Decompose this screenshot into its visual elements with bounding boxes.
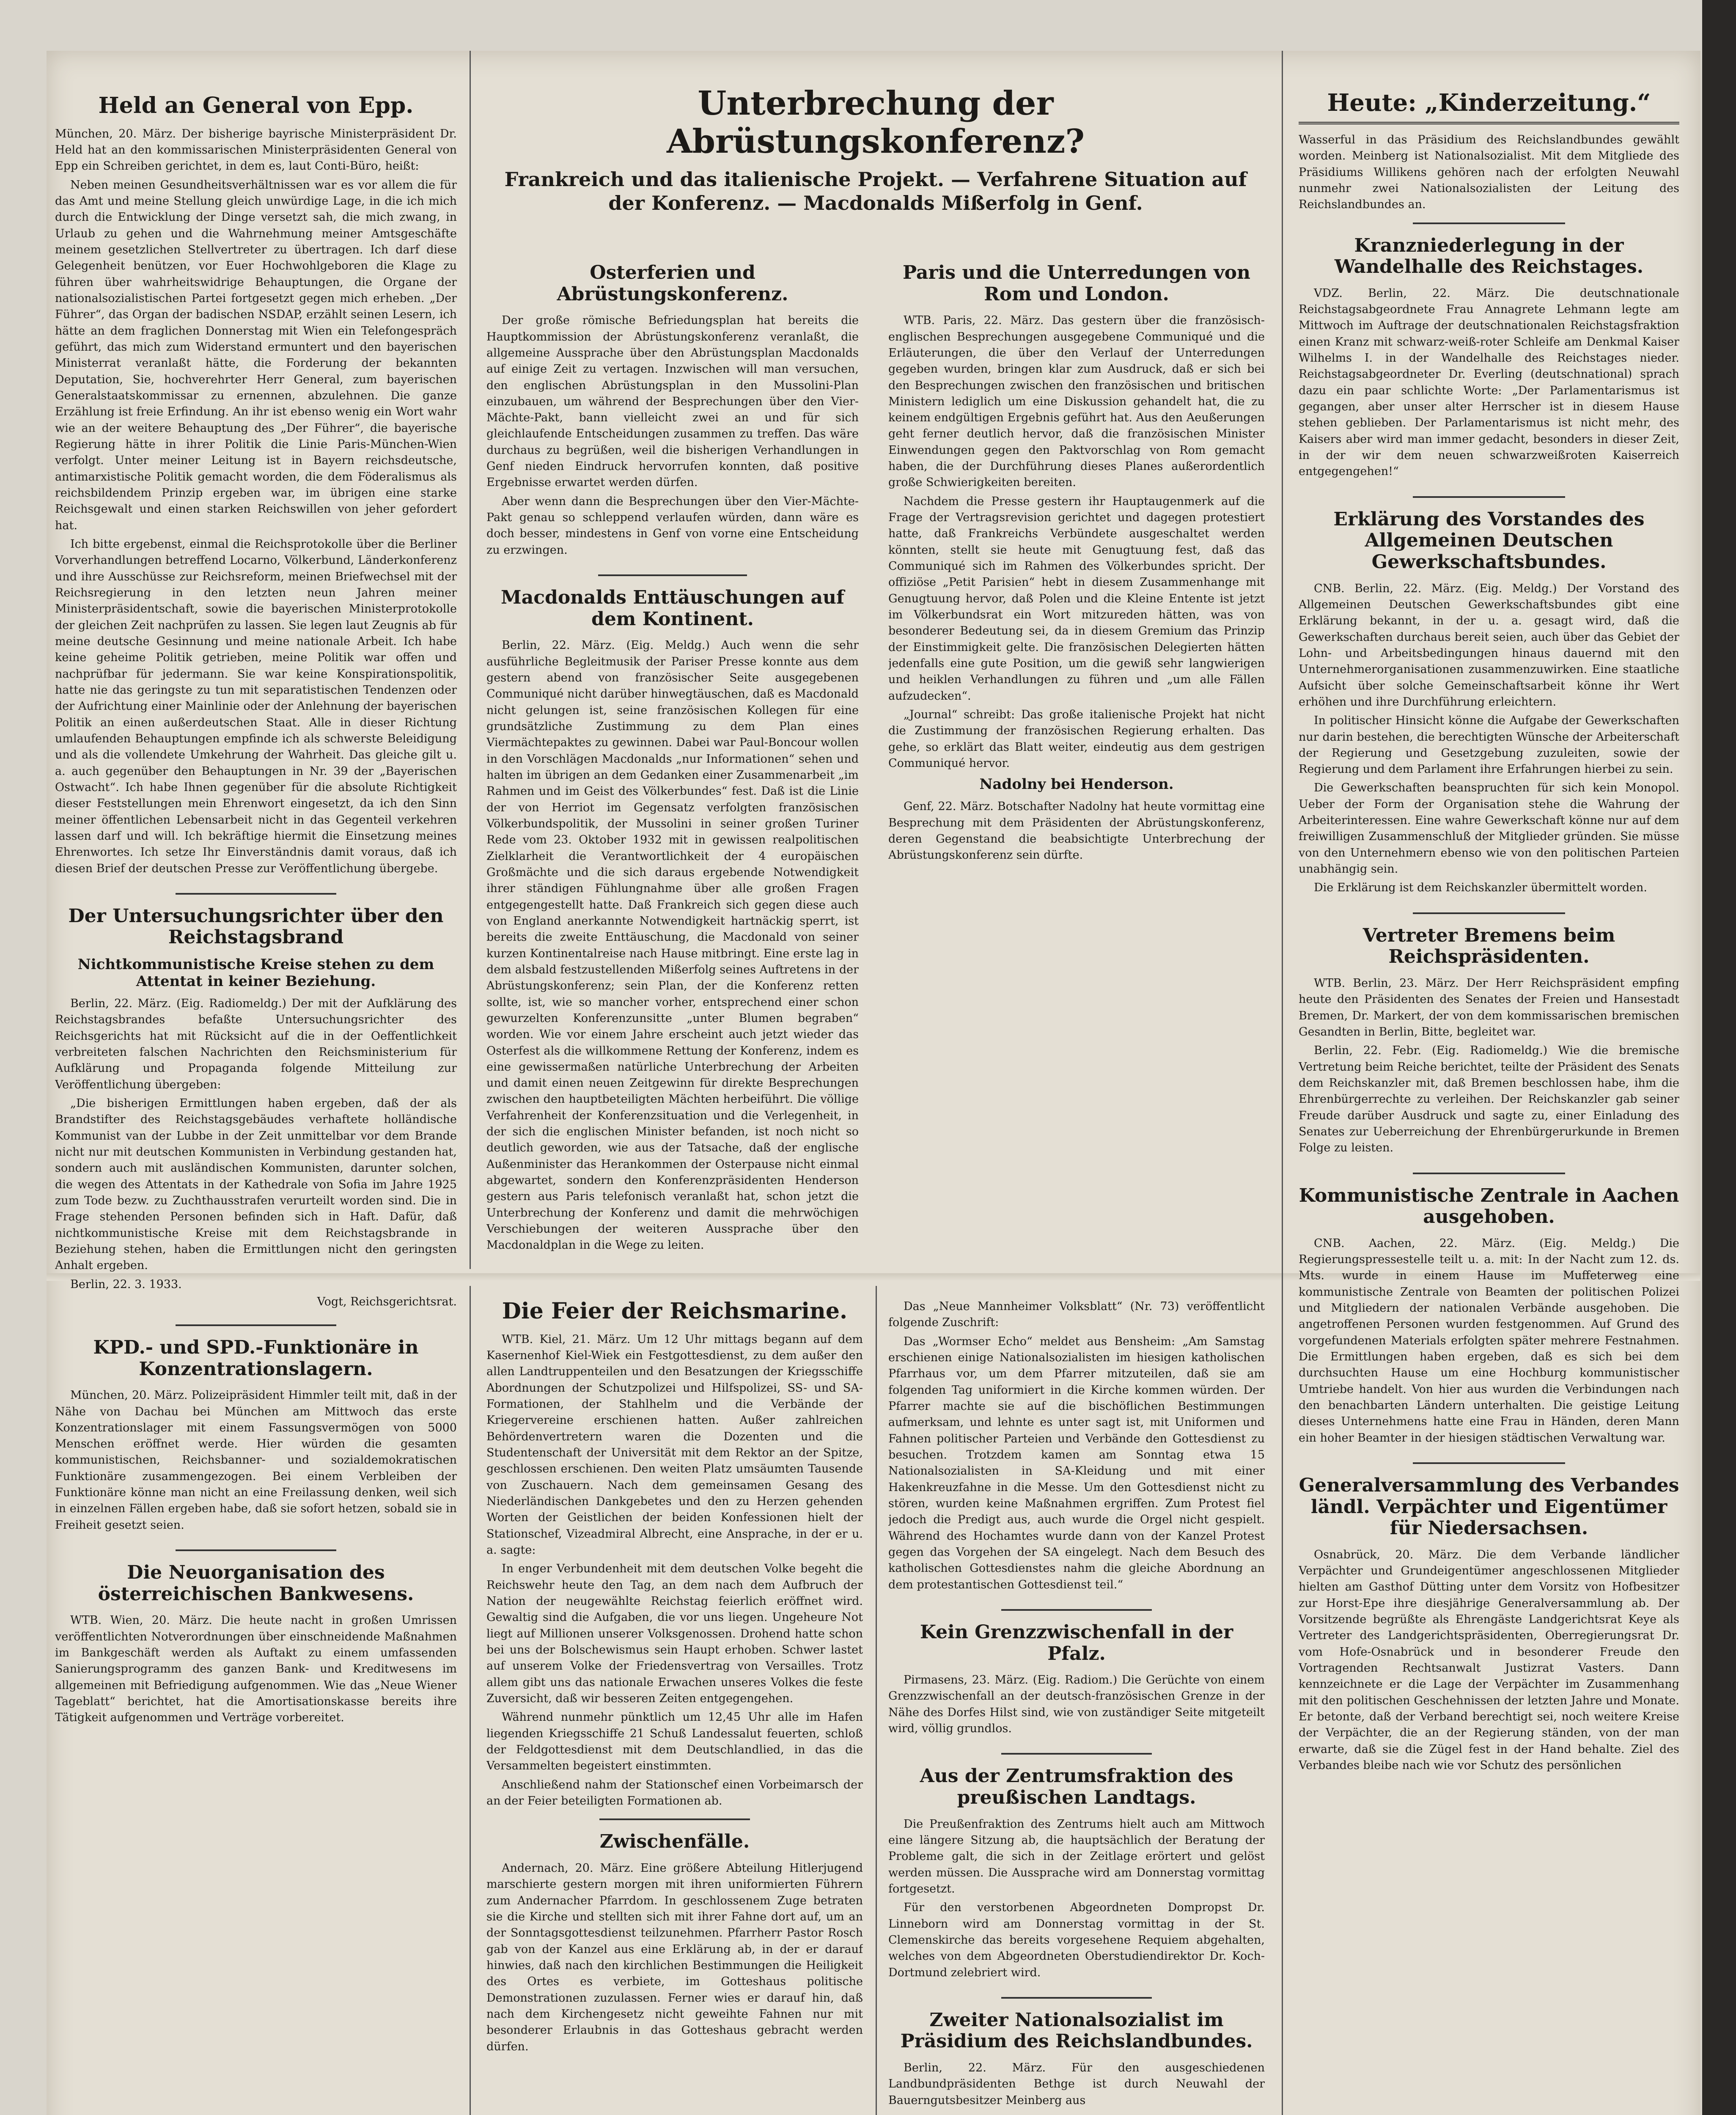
divider	[1001, 1997, 1152, 1999]
section-headline: Zwischenfälle.	[599, 1831, 750, 1853]
article-reichstagsbrand	[55, 906, 457, 1308]
headline: Held an General von Epp.	[98, 93, 414, 118]
article-bankwesen	[55, 1562, 457, 1726]
article-bremen	[1299, 925, 1679, 1156]
paragraph: Ich bitte ergebenst, einmal die Reichsprotokolle über die Berliner Vorverhandlungen betreffend Locarno, Völkerbund, Länderkonferenz und ihre Ausschüsse zur Reichsreform, meinen Briefwechsel mit der Reichsregierung in den letzten neun Jahren meiner Ministerpräsidentschaft, sowie die bayerischen Ministerprotokolle der gleichen Zeit nachprüfen zu lassen. Sie legen laut Zeugnis ab für meine deutsche Gesinnung und meine nationale Arbeit. Ich habe keine geheime Politik getrieben, meine Politik war offen und nachprüfbar für jedermann. Sie war keine Konspirationspolitik, hatte nie das geringste zu tun mit separatistischen Tendenzen oder der Aufrichtung einer Mainlinie oder der Anlehnung der bayerischen Politik an einen außerdeutschen Staat. Alle in dieser Richtung umlaufenden Behauptungen empfinde ich als schwerste Beleidigung und als die vollendete Umkehrung der Wahrheit. Das gleiche gilt u. a. auch gegenüber den Behauptungen in Nr. 39 der „Bayerischen Ostwacht“. Ich habe Ihnen gegenüber für die absolute Richtigkeit dieser Feststellungen mein Ehrenwort eingesetzt, da ich den Sinn meiner öffentlichen Lebensarbeit nicht in das Gegenteil verkehren lassen darf und will. Ich bekräftige hiermit die Einsetzung meines Ehrenwortes. Ich setze Ihr Einverständnis damit voraus, daß ich diesen Brief der deutschen Presse zur Veröffentlichung übergebe.	[55, 538, 457, 875]
divider	[599, 1818, 750, 1820]
paragraph: Berlin, 22. März. (Eig. Radiomeldg.) Der mit der Aufklärung des Reichstagsbrandes befaßte Untersuchungsrichter des Reichsgerichts hat mit Rücksicht auf die in der Oeffentlichkeit verbreiteten falschen Nachrichten den Reichsministerium für Aufklärung und Propaganda folgende Mitteilung zur Veröffentlichung übergeben:	[55, 997, 457, 1091]
divider	[1413, 1462, 1565, 1464]
paragraph: Anschließend nahm der Stationschef einen Vorbeimarsch der an der Feier beteiligten Formationen ab.	[486, 1778, 863, 1807]
column-rule	[1282, 51, 1283, 2115]
headline: Generalversammlung des Verbandes ländl. Verpächter und Eigentümer für Niedersachsen.	[1299, 1475, 1679, 1539]
article-zentrum	[888, 1766, 1265, 1980]
column-left	[55, 93, 457, 2115]
section-body	[888, 799, 1265, 863]
section-headline: Paris und die Unterredungen von Rom und London.	[902, 262, 1250, 305]
paragraph: Berlin, 22. März. Für den ausgeschiedenen Landbundpräsidenten Bethge ist durch Neuwahl der Bauerngutsbesitzer Meinberg aus	[888, 2061, 1265, 2107]
article-zweiter-ns	[888, 2010, 1265, 2109]
section-macdonald	[486, 587, 859, 1254]
dateline: Berlin, 22. 3. 1933.	[70, 1277, 182, 1291]
paragraph: Die Preußenfraktion des Zentrums hielt auch am Mittwoch eine längere Sitzung ab, die hauptsächlich der Beratung der Probleme galt, die sich in der Zeitlage erörtert und gelöst werden müssen. Die Aussprache wird am Donnerstag vormittag fortgesetzt.	[888, 1817, 1265, 1895]
main-headline: Unterbrechung der Abrüstungskonferenz?	[666, 85, 1085, 161]
column-rule	[876, 1286, 877, 2115]
divider	[598, 574, 747, 576]
article-held	[55, 93, 457, 877]
newspaper-page	[47, 51, 1700, 2115]
headline: Die Feier der Reichsmarine.	[502, 1299, 848, 1324]
column-rule	[470, 1286, 471, 2115]
article-body	[55, 1387, 457, 1533]
paragraph: München, 20. März. Polizeipräsident Himmler teilt mit, daß in der Nähe von Dachau bei München am Mittwoch das erste Konzentrationslager mit einem Fassungsvermögen von 5000 Menschen eröffnet werde. Hier würden die gesamten kommunistischen, Reichsbanner- und sozialdemokratischen Funktionäre zusammengezogen. Bei einem Verbleiben der Funktionäre könne man nicht an eine Freilassung denken, weil sich in einzelnen Fällen ergeben habe, daß sie sofort hetzen, sobald sie in Freiheit gesetzt seien.	[55, 1389, 457, 1532]
article-body	[1299, 1236, 1679, 1446]
section-paris	[888, 262, 1265, 864]
column-lower-b	[888, 1299, 1265, 2115]
paragraph: Osnabrück, 20. März. Die dem Verbande ländlicher Verpächter und Grundeigentümer angeschlossenen Mitglieder hielten am Gasthof Dütting unter dem Vorsitz von Hofbesitzer zur Horst-Epe ihre diesjährige Generalversammlung ab. Der Vorsitzende begrüßte als Ehrengäste Landgerichtsrat Keye als Vertreter des Landgerichtspräsidenten, Oberregierungsrat Dr. vom Hofe-Osnabrück und in besonderer Freude den Vortragenden Rechtsanwalt Justizrat Vasters. Dann kennzeichnete er die Lage der Verpächter im Zusammenhang mit den politischen Geschehnissen der letzten Jahre und Monate. Er betonte, daß der Verband berechtigt sei, noch weitere Kreise der Verpächter, die an der Regierung ständen, von der man erwarte, daß sie die Zügel fest in der Hand behalte. Ziel des Verbandes bleibe nach wie vor Schutz des persönlichen	[1299, 1548, 1679, 1772]
paragraph: WTB. Kiel, 21. März. Um 12 Uhr mittags begann auf dem Kasernenhof Kiel-Wiek ein Festgottesdienst, zu dem außer den allen Landtruppenteilen und den Besatzungen der Kriegsschiffe Abordnungen der Schutzpolizei und Hilfspolizei, SS- und SA-Formationen, der Stahlhelm und die Verbände der Kriegervereine erschienen hatten. Außer zahlreichen Behördenvertretern waren die Dozenten und die Studentenschaft der Universität mit dem Rektor an der Spitze, geschlossen erschienen. Den weiten Platz umsäumten Tausende von Zuschauern. Nach dem gemeinsamen Gesang des Niederländischen Dankgebetes und den zu Herzen gehenden Worten der Geistlichen der beiden Konfessionen hielt der Stationschef, Vizeadmiral Albrecht, eine Ansprache, in der er u. a. sagte:	[486, 1332, 863, 1557]
paragraph: Berlin, 22. Febr. (Eig. Radiomeldg.) Wie die bremische Vertretung beim Reiche berichtet, teilte der Präsident des Senats dem Reichskanzler mit, daß Bremen beschlossen habe, ihm die Ehrenbürgerrechte zu verleihen. Der Reichskanzler gab seiner Freude darüber Ausdruck und sagte zu, einer Einladung des Senates zur Ueberreichung der Ehrenbürgerurkunde in Bremen Folge zu leisten.	[1299, 1044, 1679, 1155]
section-body	[486, 313, 859, 558]
paragraph: Wasserful in das Präsidium des Reichslandbundes gewählt worden. Meinberg ist Nationalsozialist. Mit dem Mitgliede des Präsidiums Willikens gehören nach der erfolgten Neuwahl nunmehr zwei Nationalsozialisten der Leitung des Reichslandbundes an.	[1299, 133, 1679, 212]
paragraph: In politischer Hinsicht könne die Aufgabe der Gewerkschaften nur darin bestehen, die berechtigten Wünsche der Arbeiterschaft der Regierung und Gesetzgebung zuzuleiten, sowie der Regierung und dem Parlament ihre Erfahrungen hierbei zu sein.	[1299, 714, 1679, 776]
headline: Der Untersuchungsrichter über den Reichstagsbrand	[68, 905, 444, 948]
article-verpaechter	[1299, 1475, 1679, 1774]
article-reichsmarine	[486, 1299, 863, 2055]
headline: Die Neuorganisation des österreichischen Bankwesens.	[98, 1562, 414, 1605]
paragraph: Berlin, 22. März. (Eig. Meldg.) Auch wenn die sehr ausführliche Begleitmusik der Pariser Presse konnte aus dem gestern abend von französischer Seite ausgegebenen Communiqué nicht darüber hinwegtäuschen, daß es Macdonald nicht gelungen ist, seine französischen Kollegen für eine grundsätzliche Zustimmung zu dem Plan eines Viermächtepaktes zu gewinnen. Dabei war Paul-Boncour wollen in den Vorschlägen Macdonalds „nur Informationen“ sehen und halten im übrigen an dem Gedanken einer Zusammenarbeit „im Rahmen und im Geist des Völkerbundes“ fest. Daß ist die Linie der von Herriot im Gegensatz verfolgten französischen Völkerbundspolitik, der Mussolini in seiner großen Turiner Rede vom 23. Oktober 1932 mit in gewissen realpolitischen Zielklarheit die Verantwortlichkeit der 4 europäischen Großmächte und die sich daraus ergebende Notwendigkeit ihrer ständigen Fühlungnahme über alle großen Fragen entgegengestellt hatte. Daß Frankreich sich gegen diese auch von England anerkannte Notwendigkeit hartnäckig sperrt, ist bereits die zweite Enttäuschung, die Macdonald von seiner kurzen Kontinentalreise nach Hause mitbringt. Eine erste lag in dem alsbald festzustellenden Mißerfolg seines Auftretens in der Abrüstungskonferenz; sein Plan, der die Konferenz retten sollte, ist, wie so mancher vorher, entsprechend einer schon gewurzelten Konferenzunsitte „unter Blumen begraben“ worden. Wie vor einem Jahre erscheint auch jetzt wieder das Osterfest als die willkommene Rettung der Konferenz, indem es eine gewissermaßen natürliche Unterbrechung der Arbeiten und damit einen neuen Zeitgewinn für direkte Besprechungen zwischen den hauptbeteiligten Mächten herbeiführt. Die völlige Verfahrenheit der Konferenzsituation und die Verlegenheit, in der sich die englischen Minister befanden, ist noch nicht so deutlich geworden, wie aus der Tatsache, daß der englische Außenminister das Herankommen der Osterpause nicht einmal abgewartet, sondern den Konferenzpräsidenten Henderson gestern aus Paris telefonisch veranlaßt hat, schon jetzt die Unterbrechung der Konferenz und damit die mehrwöchigen Verschiebungen der weiteren Aussprache über den Macdonaldplan in die Wege zu leiten.	[486, 639, 859, 1252]
section-headline: Macdonalds Enttäuschungen auf dem Kontinent.	[501, 587, 844, 630]
paragraph: Das „Neue Mannheimer Volksblatt“ (Nr. 73) veröffentlicht folgende Zuschrift:	[888, 1300, 1265, 1329]
article-body	[55, 126, 457, 877]
headline: Aus der Zentrumsfraktion des preußischen Landtags.	[920, 1765, 1233, 1808]
divider	[1413, 912, 1565, 914]
paragraph: Das „Wormser Echo“ meldet aus Bensheim: „Am Samstag erschienen einige Nationalsozialisten im hiesigen katholischen Pfarrhaus vor, um dem Pfarrer mitzuteilen, daß sie am folgenden Tag uniformiert in die Kirche kommen würden. Der Pfarrer machte sie auf die bischöflichen Bestimmungen aufmerksam, und lehnte es unter sagt ist, mit Uniformen und Fahnen politischer Parteien und Verbände den Gottesdienst zu besuchen. Trotzdem kamen am Sonntag etwa 15 Nationalsozialisten in SA-Kleidung und mit einer Hakenkreuzfahne in die Messe. Um den Gottesdienst nicht zu stören, wurden keine Maßnahmen ergriffen. Zum Protest fiel jedoch die Predigt aus, auch wurde die Orgel nicht gespielt. Während des Hochamtes wurde dann von der Kanzel Protest gegen das Vorgehen der SA eingelegt. Nach dem Besuch des katholischen Gottesdienstes nahm die gleiche Abordnung an dem protestantischen Gottesdienst teil.“	[888, 1335, 1265, 1591]
scan-edge	[1702, 0, 1736, 2115]
main-subheadline: Frankreich und das italienische Projekt. — Verfahrene Situation auf der Konferenz. — Macdonalds Mißerfolg in Genf.	[504, 168, 1247, 214]
article-aachen	[1299, 1185, 1679, 1446]
divider	[176, 893, 336, 895]
paragraph: „Journal“ schreibt: Das große italienische Projekt hat nicht die Zustimmung der französischen Regierung erhalten. Das gehe, so erklärt das Blatt weiter, eindeutig aus dem gestrigen Communiqué hervor.	[888, 708, 1265, 770]
article-body	[1299, 286, 1679, 480]
headline: Erklärung des Vorstandes des Allgemeinen Deutschen Gewerkschaftsbundes.	[1333, 508, 1645, 573]
paragraph: CNB. Aachen, 22. März. (Eig. Meldg.) Die Regierungspressestelle teilt u. a. mit: In der Nacht zum 12. ds. Mts. wurde in einem Hause im Muffeterweg eine kommunistische Zentrale von Beamten der politischen Polizei und Mitgliedern der nationalen Verbände ausgehoben. Die angetroffenen Personen wurden festgenommen. Auf Grund des vorgefundenen Materials erfolgten später mehrere Festnahmen. Die Ermittlungen haben ergeben, daß es sich bei dem durchsuchten Hause um eine Hochburg kommunistischer Umtriebe handelt. Von hier aus wurden die Verbindungen nach den benachbarten Ländern unterhalten. Die geistige Leitung dieses Unternehmens hatte eine Frau in Händen, deren Mann ein hoher Beamter in der hiesigen städtischen Verwaltung war.	[1299, 1236, 1679, 1445]
paragraph: Die Gewerkschaften beanspruchten für sich kein Monopol. Ueber der Form der Organisation stehe die Wahrung der Arbeiterinteressen. Eine wahre Gewerkschaft könne nur auf dem freiwilligen Zusammenschluß der Mitglieder gründen. Sie müsse von den Unternehmern ebenso wie von den politischen Parteien unabhängig sein.	[1299, 781, 1679, 876]
paragraph: Nachdem die Presse gestern ihr Hauptaugenmerk auf die Frage der Vertragsrevision gerichtet und dagegen protestiert hatte, daß Frankreichs Verbündete ausgeschaltet werden könnten, stellt sie heute mit Genugtuung fest, daß das Communiqué sich im Rahmen des Völkerbundes spricht. Der offiziöse „Petit Parisien“ hebt in diesem Zusammenhange mit Genugtuung hervor, daß Polen und die Kleine Entente ist jetzt im Völkerbundsrat ein Wort mitzureden hätten, was von besonderer Bedeutung sei, da in diesem Gremium das Prinzip der Einstimmigkeit gelte. Die französischen Delegierten hätten jedenfalls eine gute Position, um die gewiß sehr langwierigen und heiklen Verhandlungen zu führen und „um alle Fällen aufzudecken“.	[888, 494, 1265, 703]
article-body	[486, 1860, 863, 2055]
section-osterferien	[486, 262, 859, 558]
paragraph: CNB. Berlin, 22. März. (Eig. Meldg.) Der Vorstand des Allgemeinen Deutschen Gewerkschaftsbundes gibt eine Erklärung bekannt, in der u. a. gesagt wird, daß die Gewerkschaften durchaus bereit seien, auch über das Gebiet der Lohn- und Arbeitsbedingungen hinaus dauernd mit den Unternehmerorganisationen zusammenzuwirken. Eine staatliche Aufsicht über solche Gemeinschaftsarbeit könne ihr Wert erhöhen und ihre Durchführung erleichtern.	[1299, 582, 1679, 709]
article-body	[888, 1672, 1265, 1737]
divider	[1001, 1609, 1152, 1611]
headline: Kranzniederlegung in der Wandelhalle des Reichstages.	[1334, 234, 1644, 278]
headline: Vertreter Bremens beim Reichspräsidenten.	[1362, 924, 1615, 968]
article-kranzniederlegung	[1299, 235, 1679, 480]
paragraph: Pirmasens, 23. März. (Eig. Radiom.) Die Gerüchte von einem Grenzzwischenfall an der deutsch-französischen Grenze in der Nähe des Dorfes Hilst sind, wie von zuständiger Seite mitgeteilt wird, völlig grundlos.	[888, 1673, 1265, 1736]
section-headline: Osterferien und Abrüstungskonferenz.	[557, 262, 788, 305]
article-body	[888, 2060, 1265, 2109]
article-konzentrationslager	[55, 1337, 457, 1533]
paragraph: Genf, 22. März. Botschafter Nadolny hat heute vormittag eine Besprechung mit dem Präsidenten der Abrüstungskonferenz, deren Gegenstand die beabsichtigte Unterbrechung der Abrüstungskonferenz sein dürfte.	[888, 800, 1265, 862]
column-rule	[470, 51, 471, 1269]
divider	[1413, 496, 1565, 498]
paragraph: Der große römische Befriedungsplan hat bereits die Hauptkommission der Abrüstungskonferenz veranlaßt, die allgemeine Aussprache über den Abrüstungsplan Macdonalds auf einige Zeit zu vertagen. Inzwischen will man versuchen, den englischen Abrüstungsplan in den Mussolini-Plan einzubauen, um während der Besprechungen über den Vier-Mächte-Pakt, bann vielleicht zwei an und für sich gleichlaufende Entscheidungen zusammen zu treffen. Das wäre durchaus zu begrüßen, weil die bisherigen Verhandlungen in Genf nieden Eindruck hervorrufen konnten, daß positive Ergebnisse erwartet werden dürfen.	[486, 314, 859, 489]
paragraph: Während nunmehr pünktlich um 12,45 Uhr alle im Hafen liegenden Kriegsschiffe 21 Schuß Landessalut feuerten, schloß der Feldgottesdienst mit dem Deutschlandlied, in das die Versammelten begeistert einstimmten.	[486, 1711, 863, 1773]
main-header	[486, 85, 1265, 266]
paragraph: WTB. Wien, 20. März. Die heute nacht in großen Umrissen veröffentlichten Notverordnungen über einschneidende Maßnahmen im Bankgeschäft werden als Auftakt zu einem umfassenden Sanierungsprogramm des ganzen Bank- und Kreditwesens im allgemeinen mit Befriedigung aufgenommen. Wie das „Neue Wiener Tageblatt“ berichtet, hat die Amortisationskasse bereits ihre Tätigkeit aufgenommen und Verträge vorbereitet.	[55, 1614, 457, 1725]
column-main-a	[486, 262, 859, 1261]
paragraph: München, 20. März. Der bisherige bayrische Ministerpräsident Dr. Held hat an den kommissarischen Ministerpräsidenten General von Epp ein Schreiben gerichtet, in dem es, laut Conti-Büro, heißt:	[55, 127, 457, 173]
article-body	[1299, 132, 1679, 213]
paragraph: In enger Verbundenheit mit dem deutschen Volke begeht die Reichswehr heute den Tag, an dem nach dem Aufbruch der Nation der neugewählte Reichstag feierlich eröffnet wird. Gewaltig sind die Aufgaben, die vor uns liegen. Ungeheure Not liegt auf Millionen unserer Volksgenossen. Drohend hatte schon bei uns der Bolschewismus sein Haupt erhoben. Schwer lastet auf unserem Volke der Friedensvertrag von Versailles. Trotz allem gibt uns das nationale Erwachen unseres Volkes die feste Zuversicht, daß wir besseren Zeiten entgegengehen.	[486, 1562, 863, 1706]
headline: Kommunistische Zentrale in Aachen ausgehoben.	[1299, 1184, 1679, 1228]
article-body	[1299, 581, 1679, 896]
divider	[1413, 1173, 1565, 1174]
paragraph: WTB. Paris, 22. März. Das gestern über die französisch-englischen Besprechungen ausgegebene Communiqué und die Erläuterungen, die über den Verlauf der Unterredungen gegeben wurden, bringen klar zum Ausdruck, daß er sich bei den Besprechungen zwischen den französischen und britischen Ministern lediglich um eine Diskussion gehandelt hat, die zu keinem endgültigen Ergebnis geführt hat. Aus den Aeußerungen geht ferner deutlich hervor, daß die französischen Minister Einwendungen gegen den Paktvorschlag von Rom gemacht haben, die der Durchführung dieses Planes außerordentlich große Schwierigkeiten bereiten.	[888, 314, 1265, 489]
paragraph: Die Erklärung ist dem Reichskanzler übermittelt worden.	[1314, 881, 1648, 895]
paragraph: VDZ. Berlin, 22. März. Die deutschnationale Reichstagsabgeordnete Frau Annagrete Lehmann legte am Mittwoch im Auftrage der deutschnationalen Reichstagsfraktion einen Kranz mit schwarz-weiß-roter Schleife am Denkmal Kaiser Wilhelms I. in der Wandelhalle des Reichstages nieder. Reichstagsabgeordneter Dr. Everling (deutschnational) sprach dazu ein paar schlichte Worte: „Der Parlamentarismus ist gegangen, aber unser alter Herrscher ist in diesem Hause stehen geblieben. Der Parlamentarismus ist nicht mehr, des Kaisers aber wird man immer gedacht, besonders in dieser Zeit, in der wir dem neuen schwarzweißroten Kaiserreich entgegengehen!“	[1299, 286, 1679, 478]
column-right	[1299, 89, 1679, 2115]
column-main-b	[888, 262, 1265, 1261]
kinderzeitung-banner: Heute: „Kinderzeitung.“	[1299, 89, 1679, 124]
subheadline: Nichtkommunistische Kreise stehen zu dem Attentat in keiner Beziehung.	[77, 956, 434, 990]
article-body	[888, 1816, 1265, 1981]
article-body	[1299, 975, 1679, 1156]
article-body	[888, 1299, 1265, 1593]
article-gewerkschaftsbund	[1299, 509, 1679, 896]
signature: Vogt, Reichsgerichtsrat.	[317, 1295, 457, 1308]
headline: KPD.- und SPD.-Funktionäre in Konzentrationslagern.	[93, 1336, 419, 1380]
article-pfalz	[888, 1622, 1265, 1737]
headline: Kein Grenzzwischenfall in der Pfalz.	[920, 1621, 1233, 1665]
article-body	[1299, 1547, 1679, 1774]
divider	[176, 1549, 336, 1551]
paragraph: Aber wenn dann die Besprechungen über den Vier-Mächte-Pakt genau so schleppend verlaufen würden, dann wäre es doch besser, mindestens in Genf von vorne eine Entscheidung zu erzwingen.	[486, 494, 859, 557]
subheadline: Nadolny bei Henderson.	[979, 776, 1174, 793]
section-body	[486, 637, 859, 1253]
paragraph: WTB. Berlin, 23. März. Der Herr Reichspräsident empfing heute den Präsidenten des Senates der Freien und Hansestadt Bremen, Dr. Markert, der von dem kommissarischen bremischen Gesandten in Berlin, Bitte, begleitet war.	[1299, 976, 1679, 1038]
headline: Zweiter Nationalsozialist im Präsidium des Reichslandbundes.	[900, 2009, 1253, 2052]
column-lower-a	[486, 1299, 863, 2115]
article-mannheim	[888, 1299, 1265, 1593]
paragraph: Neben meinen Gesundheitsverhältnissen war es vor allem die für das Amt und meine Stellung gleich unwürdige Lage, in die ich mich durch die Entwicklung der Dinge versetzt sah, die mich zwang, in Urlaub zu gehen und die Wahrnehmung meiner Amtsgeschäfte meinem gesetzlichen Stellvertreter zu übertragen. Ich darf diese Gelegenheit benützen, vor Euer Hochwohlgeboren die Klage zu führen über wahrheitswidrige Behauptungen, die Organe der nationalsozialistischen Partei fortgesetzt gegen mich erheben. „Der Führer“, das Organ der badischen NSDAP, erzählt seinen Lesern, ich hätte an dem fraglichen Donnerstag mit Wien ein Telefongespräch geführt, das mich zum Widerstand ermuntert und den bayerischen Ministerrat veranlaßt hätte, die Forderung der bekannten Deputation, Sie, hochverehrter Herr General, zum bayerischen Generalstaatskommissar zu ernennen, abzulehnen. Die ganze Erzählung ist freie Erfindung. An ihr ist ebenso wenig ein Wort wahr wie an der weitere Behauptung des „Der Führer“, die bayerische Regierung hätte in ihrer Politik die Linie Paris-München-Wien verfolgt. Unter meiner Leitung ist in Bayern reichsdeutsche, antimarxistische Politik gemacht worden, die dem Föderalismus als reichsbildendem Prinzip ergeben war, im übrigen eine starke Reichsgewalt und einen starken Reichswillen von jeher gefordert hat.	[55, 178, 457, 532]
divider	[1001, 1753, 1152, 1755]
paragraph: „Die bisherigen Ermittlungen haben ergeben, daß der als Brandstifter des Reichstagsgebäudes verhaftete holländische Kommunist van der Lubbe in der Zeit unmittelbar vor dem Brande nicht nur mit deutschen Kommunisten in Verbindung gestanden hat, sondern auch mit ausländischen Kommunisten, darunter solchen, die wegen des Attentats in der Kathedrale von Sofia im Jahre 1925 zum Tode bezw. zu Zuchthausstrafen verurteilt worden sind. Die in Frage stehenden Personen befinden sich in Haft. Dafür, daß nichtkommunistische Kreise mit dem Reichstagsbrande in Beziehung stehen, haben die Ermittlungen nicht den geringsten Anhalt ergeben.	[55, 1097, 457, 1272]
paragraph: Für den verstorbenen Abgeordneten Dompropst Dr. Linneborn wird am Donnerstag vormittag in der St. Clemenskirche das bereits vorgesehene Requiem abgehalten, welches von dem Abgeordneten Oberstudiendirektor Dr. Koch-Dortmund zelebriert wird.	[888, 1901, 1265, 1979]
divider	[176, 1324, 336, 1326]
section-body	[888, 313, 1265, 772]
article-body	[486, 1332, 863, 1810]
article-body	[55, 996, 457, 1293]
paragraph: Andernach, 20. März. Eine größere Abteilung Hitlerjugend marschierte gestern morgen mit ihren uniformierten Führern zum Andernacher Pfarrdom. In geschlossenem Zuge betraten sie die Kirche und stellten sich mit ihrer Fahne dort auf, um an der Sonntagsgottesdienst teilzunehmen. Pfarrherr Pastor Rosch gab von der Kanzel aus eine Erklärung ab, in der er darauf hinwies, daß nach den kirchlichen Bestimmungen die Heiligkeit des Ortes es verbiete, im Gotteshaus politische Demonstrationen zuzulassen. Ferner wies er darauf hin, daß nach dem Kirchengesetz nicht geweihte Fahnen nur mit besonderer Erlaubnis in das Gotteshaus gebracht werden dürfen.	[486, 1861, 863, 2053]
divider	[1413, 222, 1565, 224]
article-body	[55, 1612, 457, 1726]
